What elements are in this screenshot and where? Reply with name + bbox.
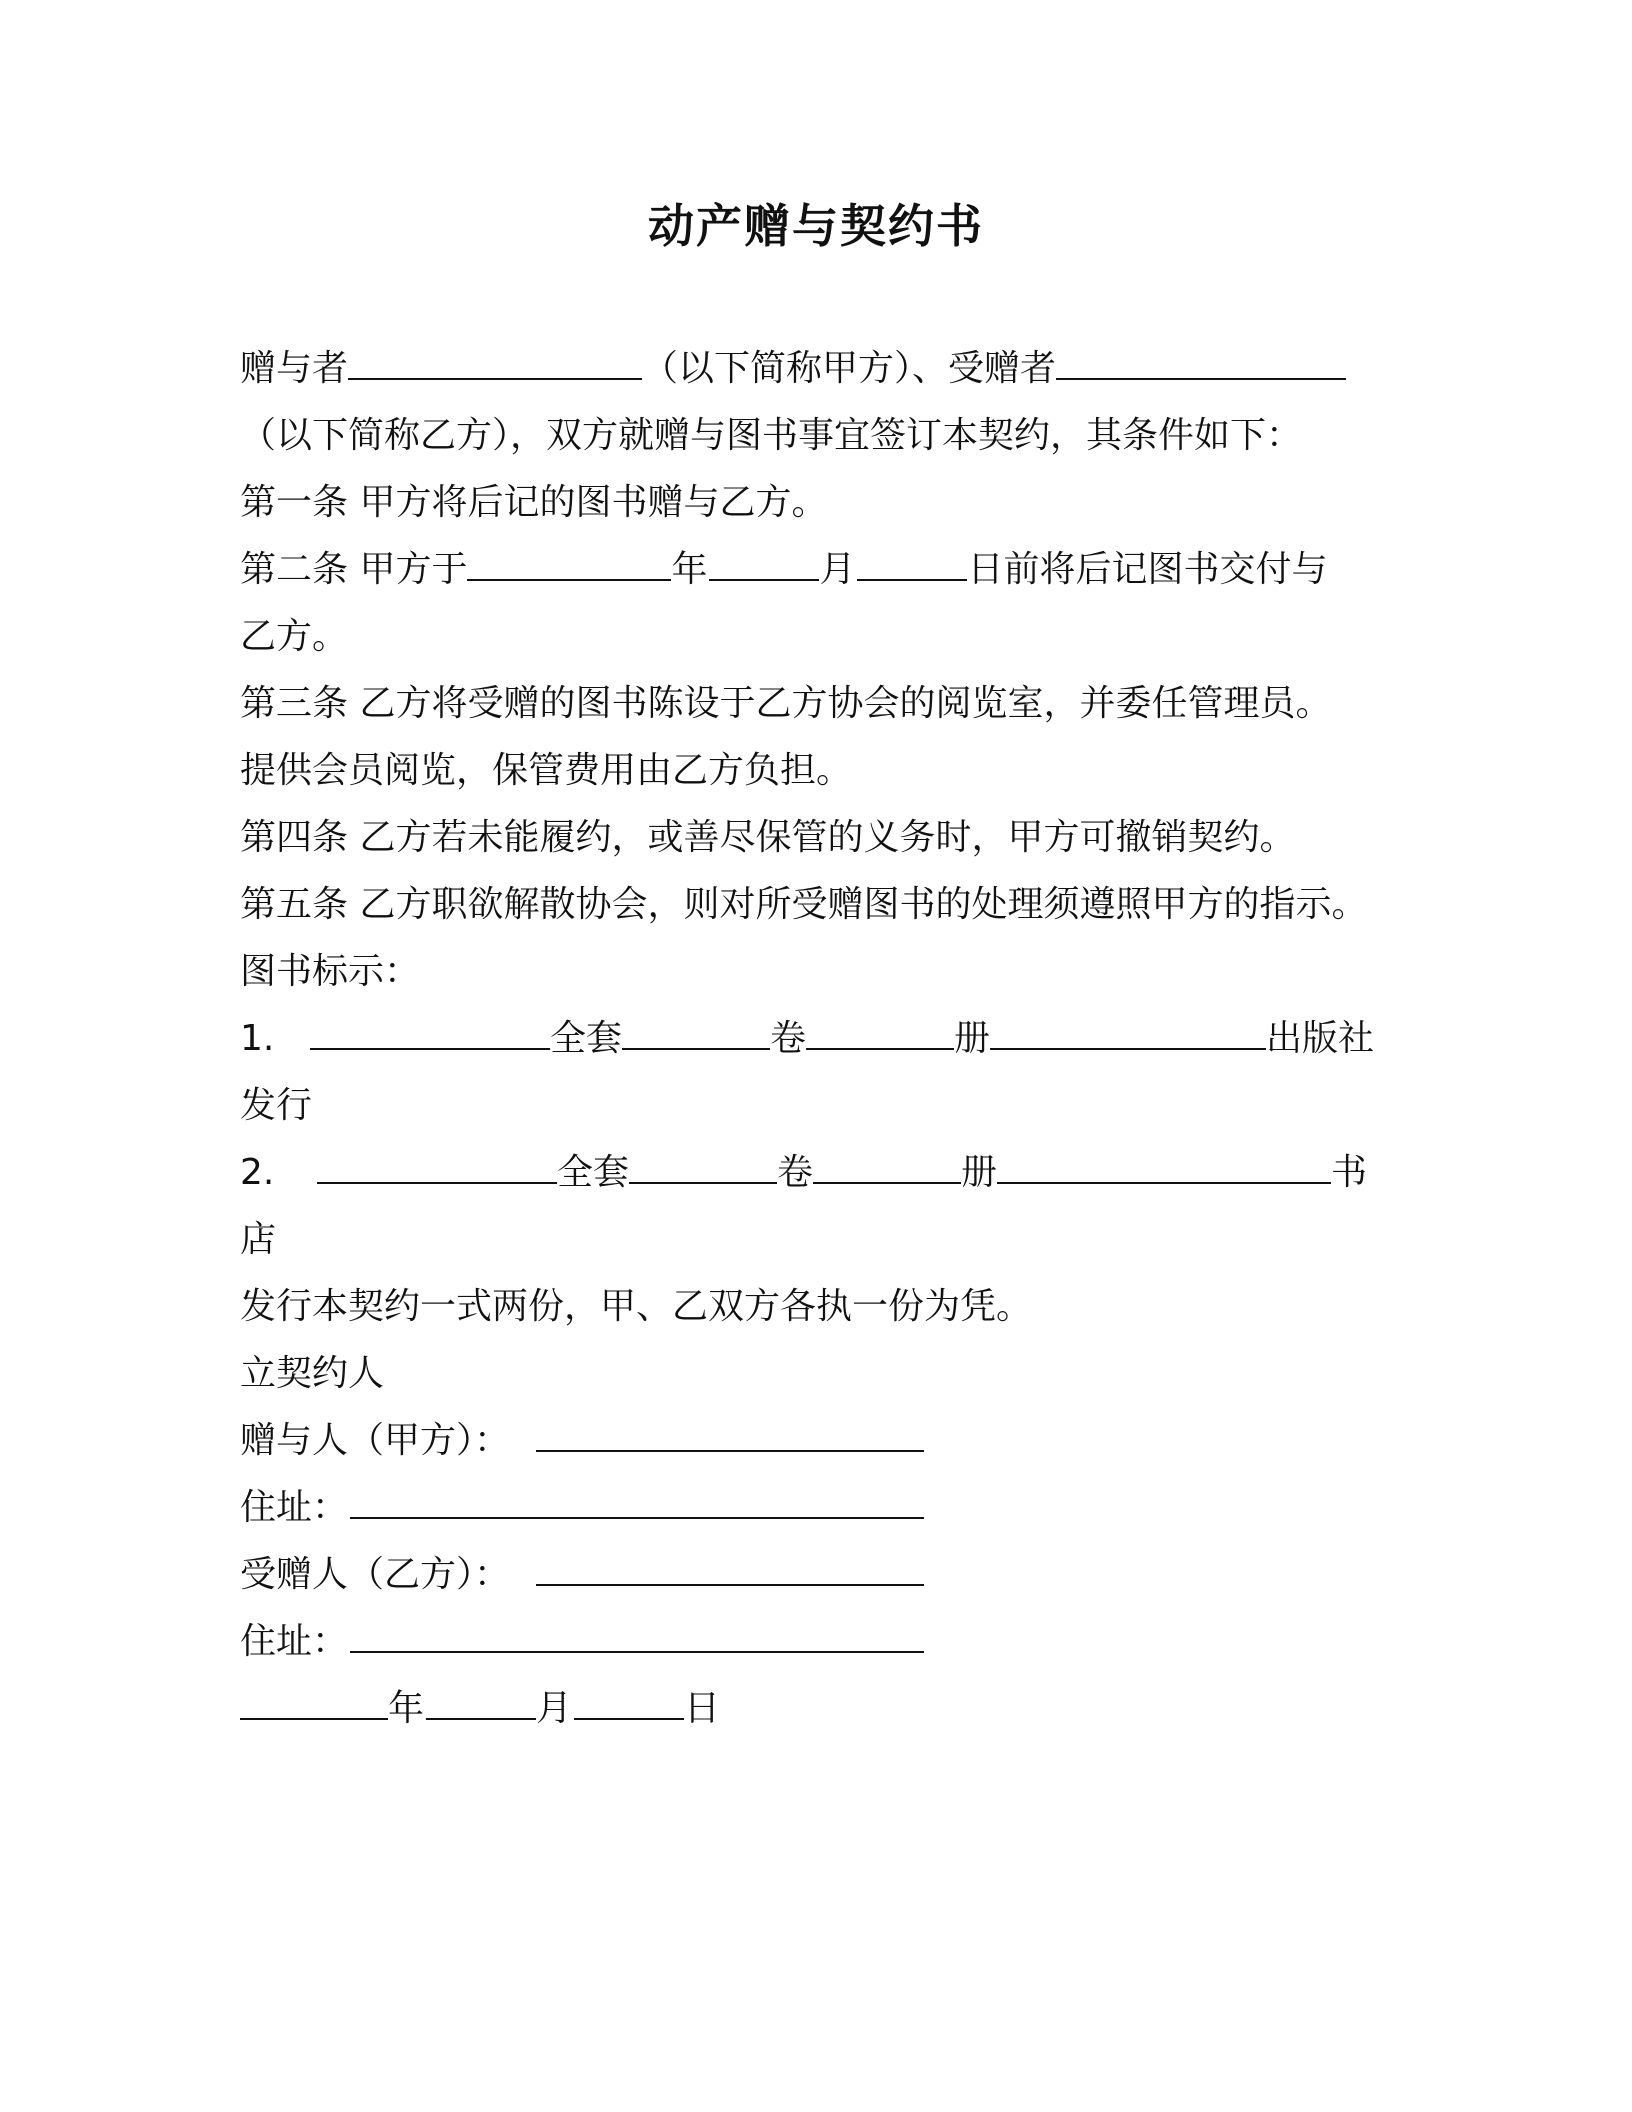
donee-signature-line <box>240 1541 1400 1608</box>
article-2 <box>240 536 1400 603</box>
book-item-1-number: 1. <box>240 1018 275 1059</box>
document-title: 动产赠与契约书 <box>648 199 984 253</box>
books-heading-text: 图书标示： <box>240 951 421 992</box>
donor-address-line <box>240 1474 1400 1541</box>
book-1-booklet-label: 册 <box>954 1018 991 1059</box>
donor-signature-blank[interactable] <box>536 1412 924 1452</box>
donee-alias-line: （以下简称乙方），双方就赠与图书事宜签订本契约，其条件如下： <box>240 415 1303 456</box>
delivery-year-label: 年 <box>671 549 708 590</box>
delivery-day-blank[interactable] <box>857 541 967 581</box>
signing-year-blank[interactable] <box>240 1680 388 1720</box>
book-2-booklet-label: 册 <box>961 1152 998 1193</box>
donee-address-label: 住址： <box>240 1621 349 1662</box>
book-1-publisher-cont: 发行 <box>240 1085 313 1126</box>
article-1-text: 第一条 甲方将后记的图书赠与乙方。 <box>240 482 828 523</box>
signing-day-label: 日 <box>684 1688 721 1729</box>
signing-month-blank[interactable] <box>426 1680 536 1720</box>
article-2-continued <box>240 603 1400 670</box>
book-1-publisher-blank[interactable] <box>990 1010 1266 1050</box>
book-1-volume-label: 卷 <box>770 1018 807 1059</box>
book-item-1 <box>240 1005 1400 1072</box>
book-1-title-blank[interactable] <box>310 1010 550 1050</box>
article-2-prefix: 第二条 甲方于 <box>240 549 468 590</box>
donor-alias: （以下简称甲方）、受赠者 <box>642 348 1057 389</box>
intro-line-1 <box>240 335 1400 402</box>
donee-name-blank[interactable] <box>1056 340 1346 380</box>
article-3-text: 第三条 乙方将受赠的图书陈设于乙方协会的阅览室，并委任管理员。 <box>240 683 1332 724</box>
article-3-continued <box>240 737 1400 804</box>
book-2-title-blank[interactable] <box>317 1144 557 1184</box>
article-3 <box>240 670 1400 737</box>
book-2-bookstore-label-b: 店 <box>240 1219 277 1260</box>
intro-line-2 <box>240 402 1400 469</box>
article-2-suffix: 日前将后记图书交付与 <box>967 549 1328 590</box>
signing-month-label: 月 <box>536 1688 573 1729</box>
delivery-year-blank[interactable] <box>467 541 671 581</box>
closing-text: 发行本契约一式两份，甲、乙双方各执一份为凭。 <box>240 1286 1033 1327</box>
book-item-2-number: 2. <box>240 1152 275 1193</box>
books-heading <box>240 938 1400 1005</box>
article-5 <box>240 871 1400 938</box>
book-1-publisher-label: 出版社 <box>1266 1018 1375 1059</box>
closing-statement <box>240 1273 1400 1340</box>
book-item-2 <box>240 1139 1400 1206</box>
book-1-full-set-label: 全套 <box>550 1018 623 1059</box>
donee-signature-label: 受赠人（乙方）： <box>240 1554 511 1595</box>
article-1 <box>240 469 1400 536</box>
article-4-text: 第四条 乙方若未能履约，或善尽保管的义务时，甲方可撤销契约。 <box>240 817 1296 858</box>
donor-signature-line <box>240 1407 1400 1474</box>
signing-year-label: 年 <box>388 1688 425 1729</box>
book-2-bookstore-label-a: 书 <box>1331 1152 1368 1193</box>
donee-signature-blank[interactable] <box>536 1546 924 1586</box>
book-2-bookstore-blank[interactable] <box>997 1144 1331 1184</box>
book-2-full-set-label: 全套 <box>557 1152 630 1193</box>
article-4 <box>240 804 1400 871</box>
donor-label: 赠与者 <box>240 348 349 389</box>
donee-address-blank[interactable] <box>350 1613 924 1653</box>
article-3-cont-text: 提供会员阅览，保管费用由乙方负担。 <box>240 750 853 791</box>
book-item-2-continued <box>240 1206 1400 1273</box>
donor-address-blank[interactable] <box>350 1479 924 1519</box>
article-5-text: 第五条 乙方职欲解散协会，则对所受赠图书的处理须遵照甲方的指示。 <box>240 884 1368 925</box>
donor-name-blank[interactable] <box>348 340 642 380</box>
donor-signature-label: 赠与人（甲方）： <box>240 1420 511 1461</box>
signing-day-blank[interactable] <box>574 1680 684 1720</box>
book-2-booklet-blank[interactable] <box>813 1144 961 1184</box>
donee-address-line <box>240 1608 1400 1675</box>
book-2-volume-label: 卷 <box>777 1152 814 1193</box>
book-2-volume-blank[interactable] <box>629 1144 777 1184</box>
book-1-volume-blank[interactable] <box>622 1010 770 1050</box>
signatures-heading-text: 立契约人 <box>240 1353 385 1394</box>
signing-date-line <box>240 1675 1400 1742</box>
book-1-booklet-blank[interactable] <box>806 1010 954 1050</box>
article-2-cont-text: 乙方。 <box>240 616 349 657</box>
delivery-month-label: 月 <box>819 549 856 590</box>
book-item-1-continued <box>240 1072 1400 1139</box>
donor-address-label: 住址： <box>240 1487 349 1528</box>
signatures-heading <box>240 1340 1400 1407</box>
delivery-month-blank[interactable] <box>709 541 819 581</box>
